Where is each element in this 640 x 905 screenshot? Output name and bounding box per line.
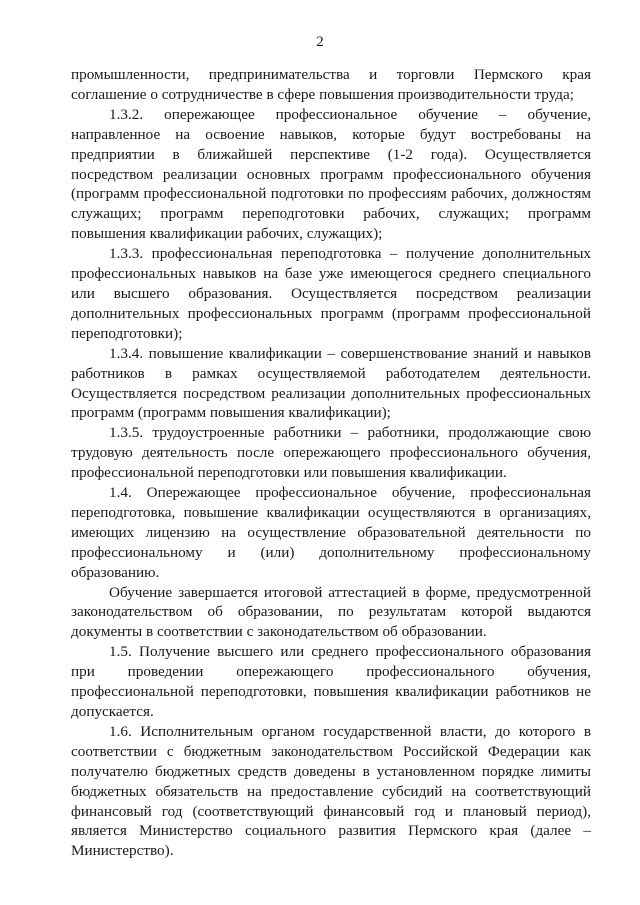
paragraph-training-completion: Обучение завершается итоговой аттестацией в форме, предусмотренной законодательством об образовании, по результатам которой выдаются документы в соответствии с законодательством об образовании. — [71, 583, 591, 641]
paragraph-1-3-5: 1.3.5. трудоустроенные работники – работники, продолжающие свою трудовую деятельность после опережающего профессионального обучения, профессиональной переподготовки или повышения квалификации. — [71, 424, 591, 482]
paragraph-1-3-2: 1.3.2. опережающее профессиональное обучение – обучение, направленное на освоение навыков, которые будут востребованы на предприятии в ближайшей перспективе (1-2 года). Осуществляется посредством реализации основных программ профессионального обучения (программ профессиональной подготовки по профессиям рабочих, должностям служащих; программ переподготовки рабочих, служащих; программ повышения квалификации рабочих, служащих); — [71, 105, 591, 243]
page-number: 2 — [316, 34, 324, 50]
paragraph-1-6: 1.6. Исполнительным органом государственной власти, до которого в соответствии с бюджетным законодательством Российской Федерации как получателю бюджетных средств доведены в установленном порядке лимиты бюджетных обязательств на предоставление субсидий на соответствующий финансовый год (соответствующий финансовый год и плановый период), является Министерство социального развития Пермского края (далее – Министерство). — [71, 722, 591, 860]
paragraph-1-3-3: 1.3.3. профессиональная переподготовка – получение дополнительных профессиональных навыков на базе уже имеющегося среднего специального или высшего образования. Осуществляется посредством реализации дополнительных профессиональных программ (программ профессиональной переподготовки); — [71, 245, 591, 342]
paragraph-1-5: 1.5. Получение высшего или среднего профессионального образования при проведении опережающего профессионального обучения, профессиональной переподготовки, повышения квалификации работников не допускается. — [71, 643, 591, 720]
document-body — [71, 65, 591, 861]
paragraph-1-3-4: 1.3.4. повышение квалификации – совершенствование знаний и навыков работников в рамках осуществляемой работодателем деятельности. Осуществляется посредством реализации дополнительных профессиональных программ (программ повышения квалификации); — [71, 344, 591, 422]
paragraph-1-4: 1.4. Опережающее профессиональное обучение, профессиональная переподготовка, повышение квалификации осуществляются в организациях, имеющих лицензию на осуществление образовательной деятельности по профессиональному и (или) дополнительному профессиональному образованию. — [71, 484, 591, 581]
paragraph-continuation: промышленности, предпринимательства и торговли Пермского края соглашение о сотрудничестве в сфере повышения производительности труда; — [71, 66, 591, 103]
